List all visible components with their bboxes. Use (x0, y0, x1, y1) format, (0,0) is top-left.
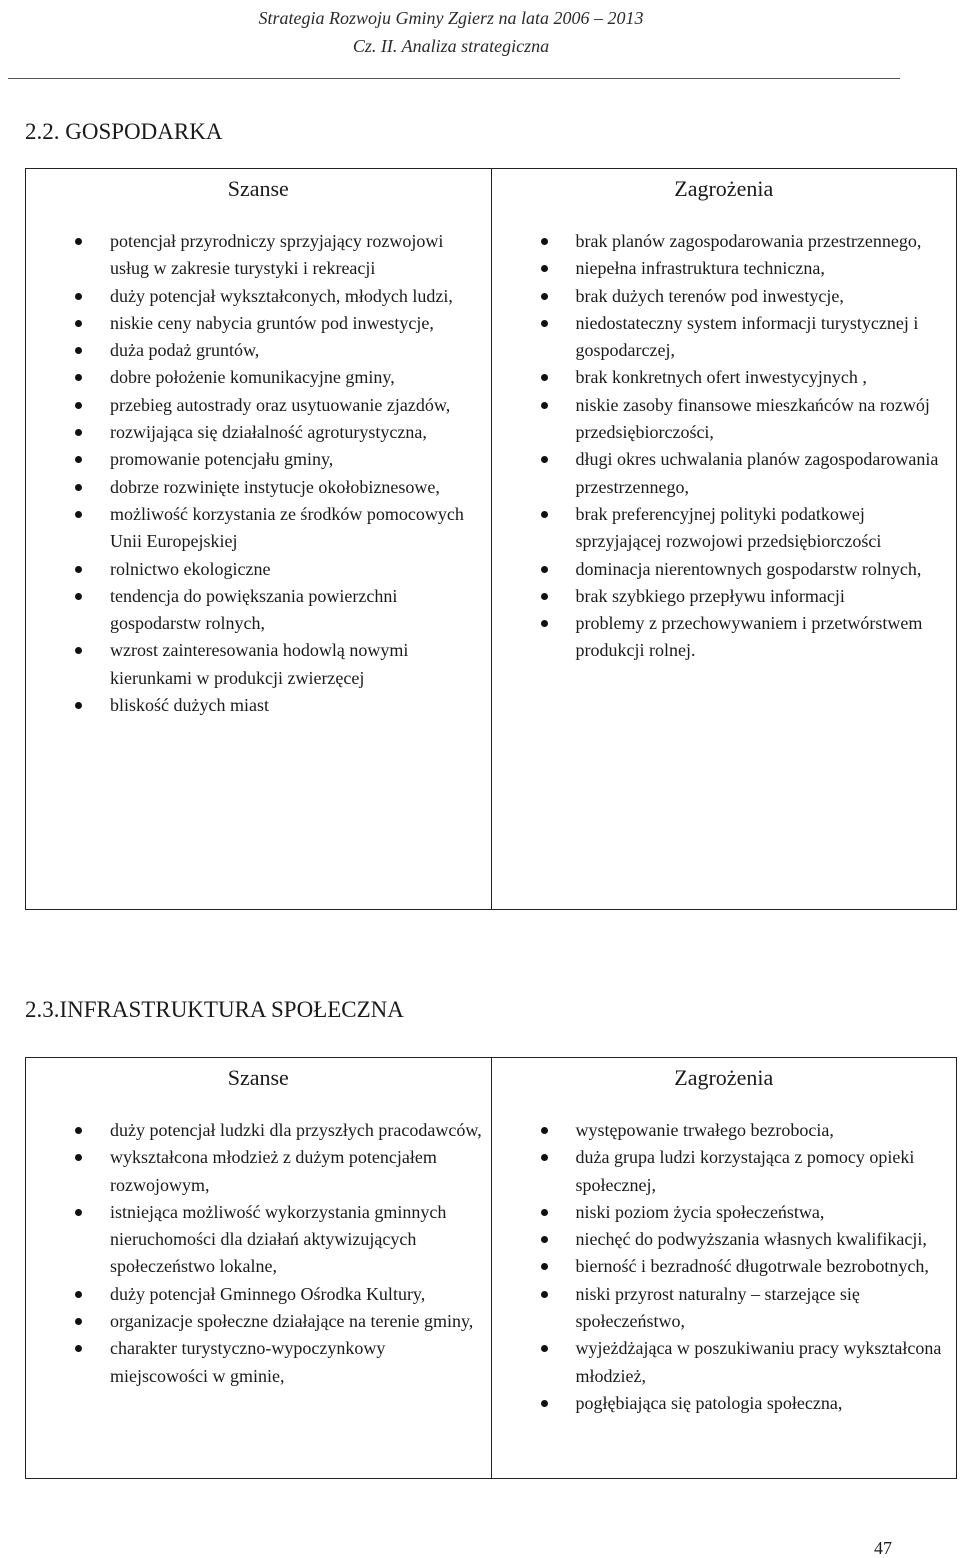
list-item: niepełna infrastruktura techniczna, (492, 255, 957, 282)
opportunities-list (26, 228, 491, 719)
list-item: duży potencjał wykształconych, młodych ludzi, (26, 283, 491, 310)
list-item: długi okres uchwalania planów zagospodarowania przestrzennego, (492, 446, 957, 501)
header-subtitle: Cz. II. Analiza strategiczna (352, 36, 550, 56)
page-number: 47 (874, 1538, 892, 1558)
list-item: brak konkretnych ofert inwestycyjnych , (492, 364, 957, 391)
threats-list (492, 1117, 957, 1417)
list-item: niski poziom życia społeczeństwa, (492, 1199, 957, 1226)
list-item: organizacje społeczne działające na terenie gminy, (26, 1308, 491, 1335)
page-header (0, 4, 902, 60)
threats-heading: Zagrożenia (674, 176, 774, 201)
list-item: potencjał przyrodniczy sprzyjający rozwojowi usług w zakresie turystyki i rekreacji (26, 228, 491, 283)
list-item: istniejąca możliwość wykorzystania gminnych nieruchomości dla działań aktywizujących społeczeństwo lokalne, (26, 1199, 491, 1281)
swot-table-gospodarka (25, 168, 957, 910)
list-item: wzrost zainteresowania hodowlą nowymi kierunkami w produkcji zwierzęcej (26, 637, 491, 692)
opportunities-column (26, 169, 492, 910)
list-item: duża grupa ludzi korzystająca z pomocy opieki społecznej, (492, 1144, 957, 1199)
list-item: wyjeżdżająca w poszukiwaniu pracy wykształcona młodzież, (492, 1335, 957, 1390)
list-item: bliskość dużych miast (26, 692, 491, 719)
header-title: Strategia Rozwoju Gminy Zgierz na lata 2006 – 2013 (258, 8, 644, 28)
list-item: możliwość korzystania ze środków pomocowych Unii Europejskiej (26, 501, 491, 556)
list-item: brak szybkiego przepływu informacji (492, 583, 957, 610)
list-item: dobre położenie komunikacyjne gminy, (26, 364, 491, 391)
list-item: rozwijająca się działalność agroturystyczna, (26, 419, 491, 446)
opportunities-heading: Szanse (227, 176, 289, 201)
list-item: dominacja nierentownych gospodarstw rolnych, (492, 556, 957, 583)
list-item: tendencja do powiększania powierzchni gospodarstw rolnych, (26, 583, 491, 638)
list-item: pogłębiająca się patologia społeczna, (492, 1390, 957, 1417)
list-item: duży potencjał Gminnego Ośrodka Kultury, (26, 1281, 491, 1308)
list-item: wykształcona młodzież z dużym potencjałem rozwojowym, (26, 1144, 491, 1199)
list-item: brak preferencyjnej polityki podatkowej sprzyjającej rozwojowi przedsiębiorczości (492, 501, 957, 556)
opportunities-column (26, 1058, 492, 1479)
swot-table-infrastruktura (25, 1057, 957, 1479)
list-item: niechęć do podwyższania własnych kwalifikacji, (492, 1226, 957, 1253)
threats-column (491, 169, 957, 910)
threats-column (491, 1058, 957, 1479)
section-title-infrastruktura: 2.3.INFRASTRUKTURA SPOŁECZNA (25, 997, 404, 1022)
list-item: promowanie potencjału gminy, (26, 446, 491, 473)
list-item: charakter turystyczno-wypoczynkowy miejscowości w gminie, (26, 1335, 491, 1390)
list-item: brak planów zagospodarowania przestrzennego, (492, 228, 957, 255)
list-item: dobrze rozwinięte instytucje okołobiznesowe, (26, 474, 491, 501)
list-item: duży potencjał ludzki dla przyszłych pracodawców, (26, 1117, 491, 1144)
list-item: brak dużych terenów pod inwestycje, (492, 283, 957, 310)
list-item: przebieg autostrady oraz usytuowanie zjazdów, (26, 392, 491, 419)
list-item: bierność i bezradność długotrwale bezrobotnych, (492, 1253, 957, 1280)
opportunities-list (26, 1117, 491, 1390)
list-item: niskie zasoby finansowe mieszkańców na rozwój przedsiębiorczości, (492, 392, 957, 447)
list-item: rolnictwo ekologiczne (26, 556, 491, 583)
list-item: niskie ceny nabycia gruntów pod inwestycje, (26, 310, 491, 337)
threats-list (492, 228, 957, 665)
list-item: niedostateczny system informacji turystycznej i gospodarczej, (492, 310, 957, 365)
threats-heading: Zagrożenia (674, 1065, 774, 1090)
section-title-gospodarka: 2.2. GOSPODARKA (25, 119, 223, 144)
list-item: duża podaż gruntów, (26, 337, 491, 364)
list-item: występowanie trwałego bezrobocia, (492, 1117, 957, 1144)
list-item: niski przyrost naturalny – starzejące się społeczeństwo, (492, 1281, 957, 1336)
list-item: problemy z przechowywaniem i przetwórstwem produkcji rolnej. (492, 610, 957, 665)
opportunities-heading: Szanse (227, 1065, 289, 1090)
header-divider (8, 78, 900, 79)
